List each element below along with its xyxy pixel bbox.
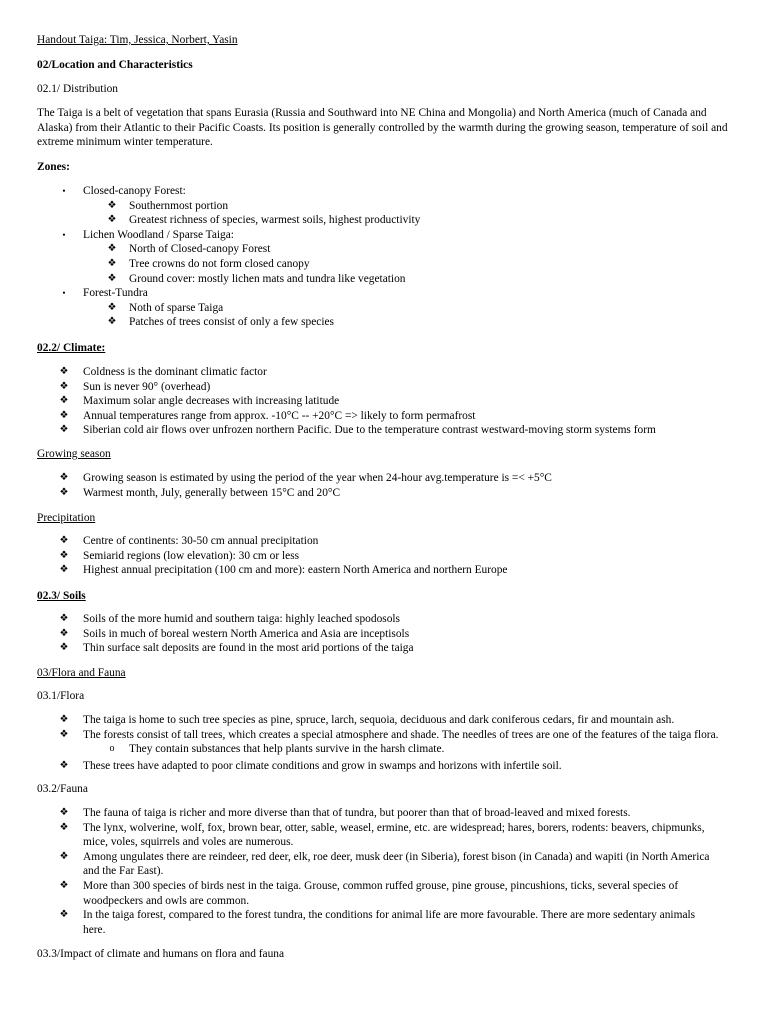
list-item: ❖ Tree crowns do not form closed canopy — [107, 257, 310, 270]
bullet-diamond-icon: ❖ — [107, 199, 117, 211]
zones-heading: Zones: — [37, 161, 70, 173]
bullet-circle-icon: o — [109, 743, 115, 755]
bullet-diamond-icon: ❖ — [59, 879, 69, 891]
bullet-diamond-icon: ❖ — [59, 395, 69, 407]
list-item: ❖ In the taiga forest, compared to the forest tundra, the conditions for animal life are more favourable. There are more sedentary animals here. — [59, 909, 696, 936]
list-item: ❖ Highest annual precipitation (100 cm and more): eastern North America and northern Europe — [59, 564, 508, 577]
bullet-diamond-icon: ❖ — [59, 535, 69, 546]
bullet-diamond-icon: ❖ — [59, 564, 69, 576]
list-item: ❖ North of Closed-canopy Forest — [107, 243, 271, 256]
subsection-heading-02-1: 02.1/ Distribution — [37, 83, 119, 95]
distribution-paragraph: The Taiga is a belt of vegetation that spans Eurasia (Russia and Southward into NE China and Mongolia) and North America (much of Canada and Alaska) from their Atlantic to their Pacific Coasts. Its position is generally controlled by the warmth during the growing season, temperature of soil and extreme minimum winter temperature. — [37, 107, 728, 149]
bullet-disc-icon: • — [62, 186, 66, 196]
bullet-diamond-icon: ❖ — [59, 821, 69, 833]
bullet-diamond-icon: ❖ — [107, 301, 117, 313]
list-item: ❖ Greatest richness of species, warmest soils, highest productivity — [107, 214, 421, 227]
document-title: Handout Taiga: Tim, Jessica, Norbert, Yasin — [37, 34, 238, 46]
bullet-diamond-icon: ❖ — [59, 714, 69, 725]
bullet-diamond-icon: ❖ — [107, 243, 117, 255]
subsection-heading-03-3: 03.3/Impact of climate and humans on flora and fauna — [37, 948, 285, 960]
growing-season-heading: Growing season — [37, 448, 111, 460]
bullet-diamond-icon: ❖ — [59, 366, 69, 377]
list-item: • Closed-canopy Forest: — [0, 184, 740, 199]
bullet-diamond-icon: ❖ — [59, 409, 69, 421]
bullet-diamond-icon: ❖ — [59, 909, 69, 921]
section-heading-03: 03/Flora and Fauna — [37, 667, 126, 679]
bullet-diamond-icon: ❖ — [59, 627, 69, 639]
bullet-diamond-icon: ❖ — [59, 728, 69, 740]
bullet-diamond-icon: ❖ — [59, 380, 69, 392]
list-item: ❖ Annual temperatures range from approx. -10°C -- +20°C => likely to form permafrost — [59, 409, 476, 422]
list-item: ❖ Sun is never 90° (overhead) — [59, 380, 211, 393]
list-item: • Forest-Tundra — [0, 286, 740, 301]
fauna-list — [0, 806, 740, 937]
bullet-diamond-icon: ❖ — [59, 850, 69, 862]
list-item: ❖ Patches of trees consist of only a few species — [107, 316, 334, 329]
section-heading-02: 02/Location and Characteristics — [37, 59, 193, 71]
list-item: ❖ Warmest month, July, generally between 15°C and 20°C — [59, 486, 341, 499]
flora-list — [0, 713, 740, 773]
list-item: ❖ Soils of the more humid and southern taiga: highly leached spodosols — [59, 613, 400, 625]
list-item: • Lichen Woodland / Sparse Taiga: — [0, 228, 740, 243]
bullet-diamond-icon: ❖ — [107, 272, 117, 284]
growing-list — [0, 471, 740, 500]
list-item: ❖ These trees have adapted to poor climate conditions and grow in swamps and horizons with infertile soil. — [59, 759, 562, 772]
list-item: ❖ The fauna of taiga is richer and more diverse than that of tundra, but poorer than that of broad-leaved and mixed forests. — [59, 807, 631, 819]
list-item: ❖ Coldness is the dominant climatic factor — [59, 366, 267, 378]
list-item: ❖ The forests consist of tall trees, which creates a special atmosphere and shade. The needles of trees are one of the features of the taiga flora. — [59, 728, 719, 741]
list-item: ❖ Ground cover: mostly lichen mats and tundra like vegetation — [107, 272, 406, 285]
list-item: ❖ Siberian cold air flows over unfrozen northern Pacific. Due to the temperature contrast westward-moving storm systems form — [59, 424, 656, 437]
bullet-diamond-icon: ❖ — [59, 642, 69, 654]
bullet-diamond-icon: ❖ — [107, 316, 117, 328]
bullet-disc-icon: • — [62, 288, 66, 299]
precipitation-heading: Precipitation — [37, 512, 96, 524]
bullet-diamond-icon: ❖ — [59, 807, 69, 818]
bullet-diamond-icon: ❖ — [59, 472, 69, 483]
list-item: ❖ Soils in much of boreal western North America and Asia are inceptisols — [59, 627, 410, 640]
list-item: ❖ Centre of continents: 30-50 cm annual precipitation — [59, 535, 319, 547]
bullet-diamond-icon: ❖ — [59, 486, 69, 498]
precipitation-list — [0, 534, 740, 578]
list-item: ❖ The lynx, wolverine, wolf, fox, brown bear, otter, sable, weasel, ermine, etc. are widespread; hares, borers, rodents: beavers, chipmunks, mice, voles, squirrels and voles are numerous. — [59, 821, 705, 849]
soils-list — [0, 612, 740, 656]
subsection-heading-03-2: 03.2/Fauna — [37, 783, 88, 795]
list-item: ❖ Southernmost portion — [107, 199, 229, 212]
subsection-heading-02-3: 02.3/ Soils — [37, 590, 86, 602]
bullet-diamond-icon: ❖ — [59, 549, 69, 561]
bullet-diamond-icon: ❖ — [59, 613, 69, 624]
list-item: ❖ Among ungulates there are reindeer, red deer, elk, roe deer, musk deer (in Siberia), forest bison (in Canada) and wapiti (in North America and the Far East). — [59, 850, 710, 878]
list-item: ❖ Noth of sparse Taiga — [107, 301, 224, 314]
bullet-diamond-icon: ❖ — [59, 424, 69, 436]
climate-list — [0, 365, 740, 438]
bullet-disc-icon: • — [62, 229, 66, 240]
list-item: ❖ Thin surface salt deposits are found in the most arid portions of the taiga — [59, 642, 414, 655]
list-item: ❖ Semiarid regions (low elevation): 30 cm or less — [59, 549, 300, 562]
bullet-diamond-icon: ❖ — [107, 257, 117, 269]
list-item: o They contain substances that help plants survive in the harsh climate. — [0, 742, 740, 757]
zones-list — [0, 184, 740, 330]
subsection-heading-03-1: 03.1/Flora — [37, 690, 85, 702]
list-item: ❖ Maximum solar angle decreases with increasing latitude — [59, 395, 340, 408]
bullet-diamond-icon: ❖ — [107, 214, 117, 226]
list-item: ❖ More than 300 species of birds nest in the taiga. Grouse, common ruffed grouse, pine grouse, pincushions, ticks, several species of woodpeckers and owls are common. — [59, 879, 679, 907]
subsection-heading-02-2: 02.2/ Climate: — [37, 342, 106, 354]
bullet-diamond-icon: ❖ — [59, 759, 69, 771]
list-item: ❖ The taiga is home to such tree species as pine, spruce, larch, sequoia, deciduous and dark coniferous cedars, fir and mountain ash. — [59, 714, 675, 726]
list-item: ❖ Growing season is estimated by using the period of the year when 24-hour avg.temperature is =< +5°C — [59, 472, 552, 484]
